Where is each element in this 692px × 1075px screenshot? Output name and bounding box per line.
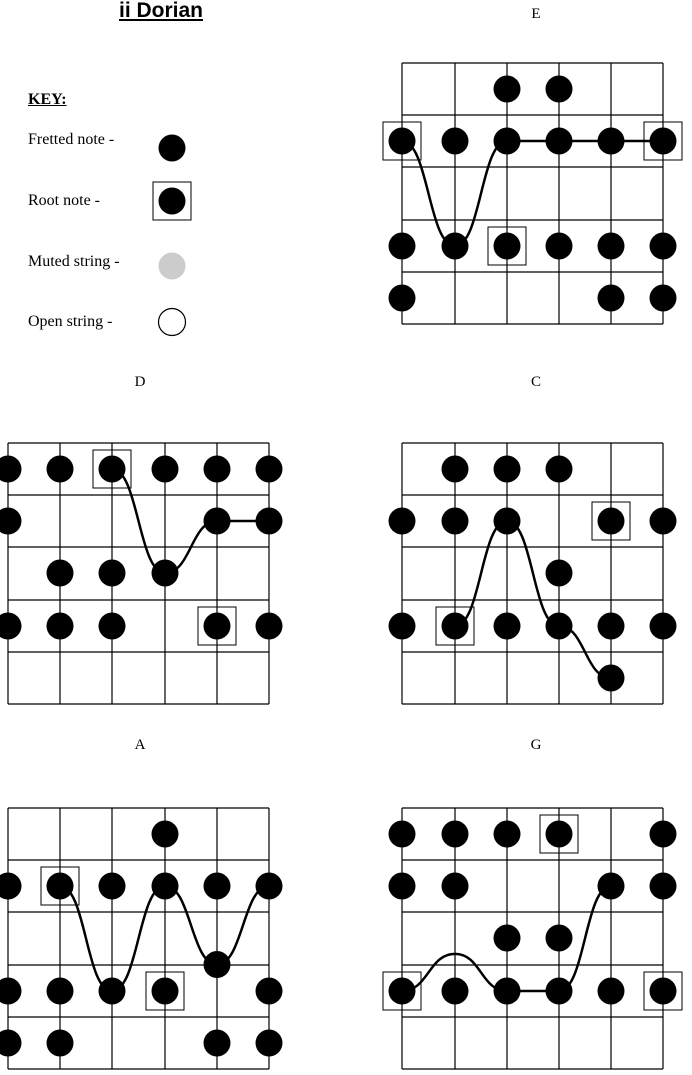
root-note (650, 128, 677, 155)
key-label-muted: Muted string - (28, 253, 120, 270)
fretted-note (650, 233, 677, 260)
fretted-note (442, 128, 469, 155)
fretted-note (494, 128, 521, 155)
key-symbols (153, 135, 191, 336)
diagram-title: A (134, 737, 146, 753)
fretted-note (494, 978, 521, 1005)
key-label-open: Open string - (28, 313, 113, 330)
fretted-note (47, 613, 74, 640)
fretted-note (389, 613, 416, 640)
fretted-note (494, 821, 521, 848)
scale-path-line (112, 469, 269, 573)
fretted-note (598, 128, 625, 155)
fretted-note (389, 508, 416, 535)
fretted-note (650, 873, 677, 900)
fretted-note (99, 613, 126, 640)
fretted-note (256, 613, 283, 640)
fretted-note (598, 285, 625, 312)
diagram-title: G (530, 737, 542, 753)
fretted-note (389, 285, 416, 312)
fretted-note (598, 665, 625, 692)
fretted-note (546, 978, 573, 1005)
fretboard-G (383, 737, 682, 1069)
fretted-note (546, 128, 573, 155)
fretted-note (389, 821, 416, 848)
fretted-note (546, 613, 573, 640)
fretboard-A (0, 737, 283, 1069)
fretted-note (546, 76, 573, 103)
fretted-note (598, 233, 625, 260)
fretted-note (204, 456, 231, 483)
fretted-note (442, 508, 469, 535)
fretted-note (204, 951, 231, 978)
fretboard-D (0, 374, 283, 704)
fretted-note (256, 508, 283, 535)
diagram-title: D (134, 374, 146, 390)
fretted-note (494, 456, 521, 483)
key-fretted-note-icon (159, 135, 186, 162)
fretted-note (204, 1030, 231, 1057)
fretted-note (47, 560, 74, 587)
fretted-note (494, 508, 521, 535)
fretted-note (442, 978, 469, 1005)
fretted-note (598, 978, 625, 1005)
root-note (152, 978, 179, 1005)
fretted-note (152, 456, 179, 483)
fretted-note (546, 233, 573, 260)
root-note (650, 978, 677, 1005)
fretted-note (0, 508, 22, 535)
root-note (389, 978, 416, 1005)
fretted-note (442, 873, 469, 900)
fretboard-C (389, 374, 677, 704)
diagram-title: C (530, 374, 542, 390)
fretted-note (442, 456, 469, 483)
fretted-note (204, 873, 231, 900)
fretted-note (494, 925, 521, 952)
root-note (99, 456, 126, 483)
fretted-note (47, 978, 74, 1005)
fretted-note (650, 285, 677, 312)
fretted-note (256, 873, 283, 900)
key-open-string-icon (159, 309, 186, 336)
page-title: ii Dorian (119, 0, 204, 22)
fretboard-E (383, 6, 682, 324)
fretted-note (442, 821, 469, 848)
root-note (389, 128, 416, 155)
fretted-note (256, 456, 283, 483)
fretted-note (598, 873, 625, 900)
fretted-note (546, 560, 573, 587)
fretted-note (256, 1030, 283, 1057)
fretted-note (650, 508, 677, 535)
fretted-note (494, 613, 521, 640)
fretted-note (99, 873, 126, 900)
root-note (442, 613, 469, 640)
fretted-note (99, 560, 126, 587)
fretted-note (99, 978, 126, 1005)
fretted-note (0, 456, 22, 483)
root-note (204, 613, 231, 640)
key-root-note-icon (159, 188, 186, 215)
key-heading: KEY: (28, 91, 67, 108)
key-label-root: Root note - (28, 192, 100, 209)
root-note (47, 873, 74, 900)
fretted-note (152, 560, 179, 587)
fretted-note (256, 978, 283, 1005)
fretted-note (650, 821, 677, 848)
key-label-fretted: Fretted note - (28, 131, 115, 148)
fretted-note (152, 821, 179, 848)
fretted-note (442, 233, 469, 260)
fretted-note (546, 456, 573, 483)
key-muted-string-icon (159, 253, 186, 280)
fretted-note (389, 873, 416, 900)
fretted-note (47, 456, 74, 483)
root-note (546, 821, 573, 848)
diagram-title: E (531, 6, 541, 22)
fretted-note (598, 613, 625, 640)
fretted-note (0, 873, 22, 900)
scale-path-line (402, 141, 663, 246)
fretted-note (650, 613, 677, 640)
root-note (494, 233, 521, 260)
fretted-note (204, 508, 231, 535)
fretted-note (389, 233, 416, 260)
fretted-note (494, 76, 521, 103)
root-note (598, 508, 625, 535)
fretted-note (152, 873, 179, 900)
fretted-note (47, 1030, 74, 1057)
fretted-note (0, 613, 22, 640)
fretted-note (0, 1030, 22, 1057)
fretted-note (546, 925, 573, 952)
fretted-note (0, 978, 22, 1005)
